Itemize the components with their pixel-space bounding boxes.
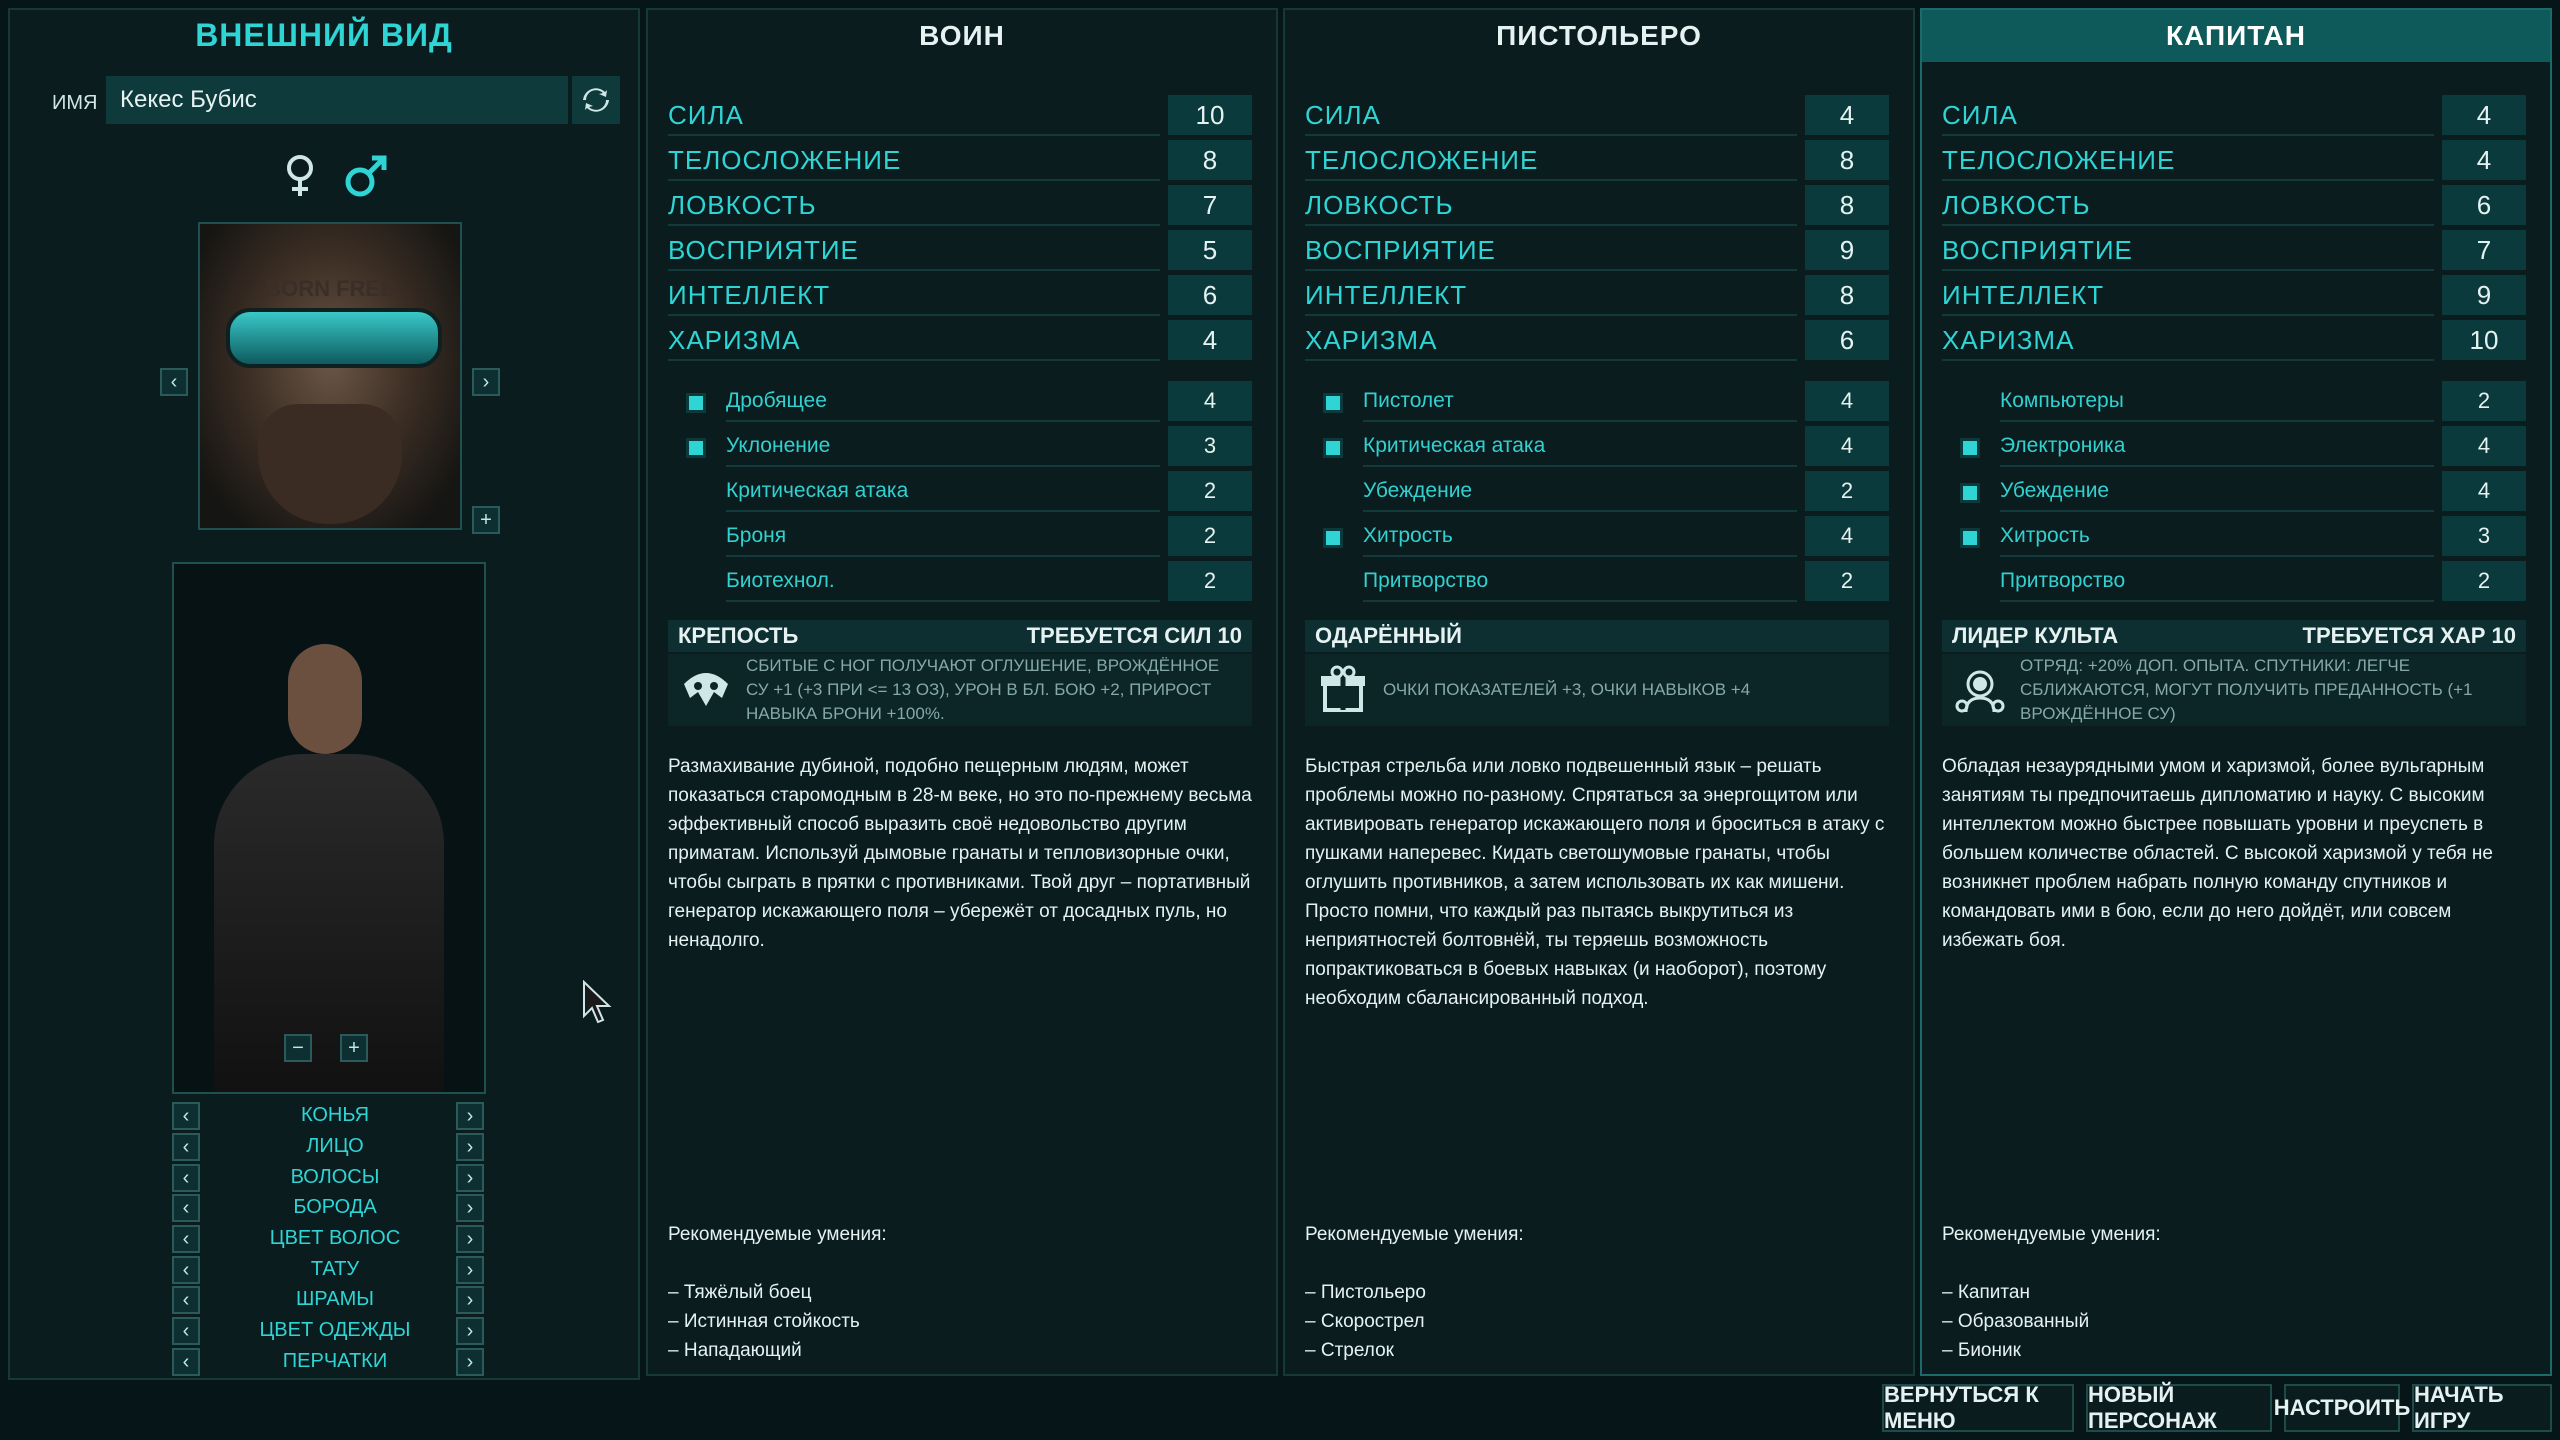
- goggles: [226, 308, 442, 368]
- tagged-skill-icon: [1960, 438, 1980, 458]
- row-divider: [2000, 510, 2434, 512]
- row-divider: [1942, 179, 2434, 181]
- option-row: [10, 1315, 638, 1345]
- row-divider: [726, 600, 1160, 602]
- zoom-in-button[interactable]: +: [340, 1034, 368, 1062]
- skill-value: 4: [2442, 426, 2526, 466]
- skill-name: Электроника: [2000, 434, 2126, 457]
- attribute-row: [1942, 141, 2526, 179]
- class-card[interactable]: [1920, 8, 2552, 1376]
- skill-value: 2: [1168, 471, 1252, 511]
- row-divider: [726, 465, 1160, 467]
- class-description: Обладая незаурядными умом и харизмой, более вульгарным занятиям ты предпочитаешь дипломатию и науку. С высоким интеллектом можно быстрее повышать уровни и преуспеть в большем количестве областей. С высокой харизмой у тебя не возникнет проблем набрать полную команду спутников и командовать ими в бою, если до него дойдёт, или совсем избежать боя.: [1942, 756, 2493, 951]
- perk-box: [668, 654, 1252, 726]
- portrait-add-button[interactable]: +: [472, 506, 500, 534]
- row-divider: [1305, 134, 1797, 136]
- tagged-skill-icon: [1323, 438, 1343, 458]
- attribute-value: 4: [2442, 140, 2526, 180]
- option-next-button[interactable]: ›: [456, 1194, 484, 1222]
- skill-row: [668, 472, 1252, 510]
- attribute-value: 8: [1805, 185, 1889, 225]
- option-prev-button[interactable]: ‹: [172, 1286, 200, 1314]
- skill-name: Убеждение: [2000, 479, 2110, 502]
- cursor-icon: [582, 980, 612, 1024]
- row-divider: [1363, 510, 1797, 512]
- attribute-name: ЛОВКОСТЬ: [1942, 189, 2091, 220]
- row-divider: [1942, 359, 2434, 361]
- refresh-icon: [578, 82, 614, 118]
- row-divider: [1942, 269, 2434, 271]
- option-prev-button[interactable]: ‹: [172, 1225, 200, 1253]
- attribute-value: 6: [2442, 185, 2526, 225]
- tagged-skill-icon: [1323, 393, 1343, 413]
- row-divider: [726, 420, 1160, 422]
- attribute-name: СИЛА: [1942, 99, 2018, 130]
- attribute-value: 9: [2442, 275, 2526, 315]
- attribute-name: ВОСПРИЯТИЕ: [668, 234, 859, 265]
- skill-value: 4: [1805, 381, 1889, 421]
- skill-row: [1305, 472, 1889, 510]
- class-card[interactable]: [1283, 8, 1915, 1376]
- attribute-value: 8: [1805, 140, 1889, 180]
- appearance-panel: [8, 8, 640, 1380]
- fortress-icon: [678, 662, 734, 718]
- skill-row: [668, 427, 1252, 465]
- skill-row: [1942, 382, 2526, 420]
- attribute-value: 6: [1805, 320, 1889, 360]
- skill-value: 3: [2442, 516, 2526, 556]
- face-portrait: [198, 222, 462, 530]
- skill-row: [1305, 517, 1889, 555]
- name-value: Кекес Бубис: [120, 86, 257, 113]
- row-divider: [1363, 600, 1797, 602]
- skill-name: Дробящее: [726, 389, 827, 412]
- option-label: БОРОДА: [293, 1196, 377, 1218]
- attribute-value: 8: [1805, 275, 1889, 315]
- class-title: ВОИН: [919, 20, 1005, 51]
- name-label: ИМЯ: [52, 92, 98, 114]
- skill-name: Критическая атака: [726, 479, 909, 502]
- option-row: [10, 1162, 638, 1192]
- option-prev-button[interactable]: ‹: [172, 1133, 200, 1161]
- gift-icon: [1315, 662, 1371, 718]
- attribute-name: ЛОВКОСТЬ: [1305, 189, 1454, 220]
- recommended-skills: Рекомендуемые умения: – Капитан – Образованный – Бионик: [1942, 1224, 2161, 1361]
- skill-value: 4: [2442, 471, 2526, 511]
- customize-button[interactable]: НАСТРОИТЬ: [2284, 1384, 2400, 1432]
- option-prev-button[interactable]: ‹: [172, 1317, 200, 1345]
- perk-box: [1942, 654, 2526, 726]
- option-label: ТАТУ: [310, 1258, 360, 1280]
- skill-name: Броня: [726, 524, 787, 547]
- row-divider: [668, 134, 1160, 136]
- attribute-value: 4: [2442, 95, 2526, 135]
- female-gender-button[interactable]: [280, 152, 320, 200]
- leader-icon: [1952, 662, 2008, 718]
- perk-description: ОТРЯД: +20% ДОП. ОПЫТА. СПУТНИКИ: ЛЕГЧЕ СБЛИЖАЮТСЯ, МОГУТ ПОЛУЧИТЬ ПРЕДАННОСТЬ (+1 ВРОЖДЁННОЕ СУ): [2020, 656, 2473, 723]
- row-divider: [668, 224, 1160, 226]
- attribute-row: [1305, 141, 1889, 179]
- row-divider: [1363, 555, 1797, 557]
- option-row: [10, 1131, 638, 1161]
- perk-header: [1305, 620, 1889, 652]
- skill-name: Критическая атака: [1363, 434, 1546, 457]
- skill-row: [1305, 427, 1889, 465]
- skill-name: Хитрость: [2000, 524, 2090, 547]
- attribute-name: ИНТЕЛЛЕКТ: [668, 279, 831, 310]
- row-divider: [1305, 314, 1797, 316]
- skill-name: Компьютеры: [2000, 389, 2124, 412]
- skill-value: 2: [1805, 561, 1889, 601]
- perk-box: [1305, 654, 1889, 726]
- option-next-button[interactable]: ›: [456, 1133, 484, 1161]
- attribute-name: СИЛА: [668, 99, 744, 130]
- attribute-value: 4: [1805, 95, 1889, 135]
- skill-name: Биотехнол.: [726, 569, 835, 592]
- recommended-skills: Рекомендуемые умения: – Пистольеро – Скорострел – Стрелок: [1305, 1224, 1524, 1361]
- zoom-out-button[interactable]: −: [284, 1034, 312, 1062]
- attribute-name: ЛОВКОСТЬ: [668, 189, 817, 220]
- tagged-skill-icon: [1323, 528, 1343, 548]
- tagged-skill-icon: [1960, 528, 1980, 548]
- skill-row: [1305, 382, 1889, 420]
- attribute-name: ИНТЕЛЛЕКТ: [1942, 279, 2105, 310]
- row-divider: [726, 555, 1160, 557]
- skill-row: [1942, 472, 2526, 510]
- skill-row: [668, 382, 1252, 420]
- skill-value: 2: [2442, 381, 2526, 421]
- option-row: [10, 1100, 638, 1130]
- class-title: КАПИТАН: [1922, 10, 2550, 62]
- attribute-row: [668, 141, 1252, 179]
- skill-name: Хитрость: [1363, 524, 1453, 547]
- attribute-name: ИНТЕЛЛЕКТ: [1305, 279, 1468, 310]
- attribute-name: ХАРИЗМА: [668, 324, 801, 355]
- attribute-row: [1942, 276, 2526, 314]
- perk-header: [1942, 620, 2526, 652]
- tagged-skill-icon: [686, 393, 706, 413]
- option-next-button[interactable]: ›: [456, 1256, 484, 1284]
- class-description: Размахивание дубиной, подобно пещерным людям, может показаться старомодным в 28-м веке, но это по-прежнему весьма эффективный способ выразить своё недовольство другим приматам. Используй дымовые гранаты и тепловизорные очки, чтобы сыграть в прятки с противниками. Твой друг – портативный генератор искажающего поля – убережёт от досадных пуль, но ненадолго.: [668, 756, 1252, 951]
- skill-name: Притворство: [2000, 569, 2126, 592]
- randomize-name-button[interactable]: [572, 76, 620, 124]
- row-divider: [668, 269, 1160, 271]
- option-row: [10, 1284, 638, 1314]
- option-prev-button[interactable]: ‹: [172, 1102, 200, 1130]
- perk-description: СБИТЫЕ С НОГ ПОЛУЧАЮТ ОГЛУШЕНИЕ, ВРОЖДЁННОЕ СУ +1 (+3 ПРИ <= 13 ОЗ), УРОН В БЛ. БОЮ +2, ПРИРОСТ НАВЫКА БРОНИ +100%.: [746, 656, 1220, 723]
- perk-name: КРЕПОСТЬ: [678, 623, 799, 648]
- perk-requirement: ТРЕБУЕТСЯ СИЛ 10: [1026, 623, 1242, 648]
- option-row: [10, 1346, 638, 1376]
- row-divider: [1363, 420, 1797, 422]
- attribute-name: ВОСПРИЯТИЕ: [1942, 234, 2133, 265]
- character-model-view[interactable]: [172, 562, 486, 1094]
- recommended-skills: Рекомендуемые умения: – Тяжёлый боец – Истинная стойкость – Нападающий: [668, 1224, 887, 1361]
- attribute-value: 9: [1805, 230, 1889, 270]
- class-title: ПИСТОЛЬЕРО: [1496, 20, 1702, 51]
- skill-value: 2: [1168, 516, 1252, 556]
- attribute-name: ТЕЛОСЛОЖЕНИЕ: [1942, 144, 2176, 175]
- skill-value: 4: [1168, 381, 1252, 421]
- attribute-value: 10: [1168, 95, 1252, 135]
- male-icon: [342, 152, 390, 200]
- perk-name: ЛИДЕР КУЛЬТА: [1952, 623, 2119, 648]
- row-divider: [1305, 224, 1797, 226]
- attribute-name: ВОСПРИЯТИЕ: [1305, 234, 1496, 265]
- option-label: КОНЬЯ: [300, 1104, 370, 1126]
- skill-value: 4: [1805, 426, 1889, 466]
- row-divider: [2000, 420, 2434, 422]
- class-description: Быстрая стрельба или ловко подвешенный язык – решать проблемы можно по-разному. Спрятаться за энергощитом или активировать генератор искажающего поля и броситься в атаку с пушками наперевес. Кидать светошумовые гранаты, чтобы оглушить противников, а затем использовать их как мишени. Просто помни, что каждый раз пытаясь выкрутиться из неприятностей болтовнёй, ты теряешь возможность попрактиковаться в боевых навыках (и наоборот), поэтому необходим сбалансированный подход.: [1305, 756, 1885, 1009]
- perk-name: ОДАРЁННЫЙ: [1315, 623, 1462, 648]
- beard: [258, 404, 402, 524]
- attribute-name: ТЕЛОСЛОЖЕНИЕ: [1305, 144, 1539, 175]
- row-divider: [1305, 269, 1797, 271]
- attribute-value: 6: [1168, 275, 1252, 315]
- option-prev-button[interactable]: ‹: [172, 1164, 200, 1192]
- attribute-row: [668, 186, 1252, 224]
- attribute-name: СИЛА: [1305, 99, 1381, 130]
- row-divider: [668, 359, 1160, 361]
- row-divider: [668, 314, 1160, 316]
- option-next-button[interactable]: ›: [456, 1317, 484, 1345]
- option-prev-button[interactable]: ‹: [172, 1348, 200, 1376]
- skill-name: Уклонение: [726, 434, 831, 457]
- skill-value: 2: [1168, 561, 1252, 601]
- skill-name: Притворство: [1363, 569, 1489, 592]
- skill-name: Пистолет: [1363, 389, 1454, 412]
- row-divider: [1942, 134, 2434, 136]
- row-divider: [2000, 555, 2434, 557]
- portrait-next-button[interactable]: ›: [472, 368, 500, 396]
- portrait-prev-button[interactable]: ‹: [160, 368, 188, 396]
- option-next-button[interactable]: ›: [456, 1102, 484, 1130]
- appearance-title: ВНЕШНИЙ ВИД: [195, 16, 453, 53]
- option-next-button[interactable]: ›: [456, 1225, 484, 1253]
- attribute-row: [1305, 96, 1889, 134]
- skill-value: 3: [1168, 426, 1252, 466]
- row-divider: [1942, 314, 2434, 316]
- model-body: [214, 754, 444, 1092]
- skill-row: [1305, 562, 1889, 600]
- attribute-value: 10: [2442, 320, 2526, 360]
- tagged-skill-icon: [686, 438, 706, 458]
- portrait-tattoo: BORN FREE: [265, 276, 395, 301]
- row-divider: [1942, 224, 2434, 226]
- option-label: ЦВЕТ ОДЕЖДЫ: [259, 1319, 411, 1341]
- option-label: ШРАМЫ: [295, 1288, 375, 1310]
- attribute-row: [668, 96, 1252, 134]
- appearance-options: [10, 1100, 638, 1386]
- option-row: [10, 1223, 638, 1253]
- skill-row: [1942, 427, 2526, 465]
- attribute-name: ХАРИЗМА: [1942, 324, 2075, 355]
- attribute-row: [1942, 186, 2526, 224]
- row-divider: [726, 510, 1160, 512]
- attribute-row: [1305, 186, 1889, 224]
- skill-name: Убеждение: [1363, 479, 1473, 502]
- attribute-row: [668, 231, 1252, 269]
- attribute-value: 5: [1168, 230, 1252, 270]
- attribute-row: [668, 321, 1252, 359]
- row-divider: [1305, 179, 1797, 181]
- attribute-row: [1942, 321, 2526, 359]
- option-label: ЛИЦО: [306, 1135, 364, 1157]
- attribute-row: [1942, 231, 2526, 269]
- skill-row: [668, 562, 1252, 600]
- attribute-row: [1305, 276, 1889, 314]
- male-gender-button[interactable]: [342, 152, 390, 200]
- class-card[interactable]: [646, 8, 1278, 1376]
- skill-row: [1942, 562, 2526, 600]
- name-field[interactable]: [106, 76, 568, 124]
- attribute-row: [668, 276, 1252, 314]
- attribute-value: 7: [1168, 185, 1252, 225]
- option-next-button[interactable]: ›: [456, 1164, 484, 1192]
- skill-row: [1942, 517, 2526, 555]
- option-row: [10, 1254, 638, 1284]
- attribute-row: [1305, 321, 1889, 359]
- option-label: ЦВЕТ ВОЛОС: [269, 1227, 401, 1249]
- skill-value: 2: [1805, 471, 1889, 511]
- row-divider: [1305, 359, 1797, 361]
- option-prev-button[interactable]: ‹: [172, 1194, 200, 1222]
- female-icon: [280, 152, 320, 200]
- perk-description: ОЧКИ ПОКАЗАТЕЛЕЙ +3, ОЧКИ НАВЫКОВ +4: [1383, 680, 1751, 699]
- tagged-skill-icon: [1960, 483, 1980, 503]
- skill-row: [668, 517, 1252, 555]
- option-label: ПЕРЧАТКИ: [282, 1350, 388, 1372]
- option-next-button[interactable]: ›: [456, 1286, 484, 1314]
- attribute-name: ХАРИЗМА: [1305, 324, 1438, 355]
- new-character-button[interactable]: НОВЫЙ ПЕРСОНАЖ: [2086, 1384, 2272, 1432]
- attribute-name: ТЕЛОСЛОЖЕНИЕ: [668, 144, 902, 175]
- row-divider: [668, 179, 1160, 181]
- attribute-row: [1305, 231, 1889, 269]
- perk-header: [668, 620, 1252, 652]
- skill-value: 4: [1805, 516, 1889, 556]
- option-prev-button[interactable]: ‹: [172, 1256, 200, 1284]
- option-label: ВОЛОСЫ: [290, 1166, 380, 1188]
- model-head: [288, 644, 362, 754]
- attribute-value: 7: [2442, 230, 2526, 270]
- row-divider: [2000, 600, 2434, 602]
- skill-value: 2: [2442, 561, 2526, 601]
- attribute-value: 8: [1168, 140, 1252, 180]
- start-game-button[interactable]: НАЧАТЬ ИГРУ: [2412, 1384, 2552, 1432]
- perk-requirement: ТРЕБУЕТСЯ ХАР 10: [2302, 623, 2516, 648]
- row-divider: [1363, 465, 1797, 467]
- attribute-value: 4: [1168, 320, 1252, 360]
- attribute-row: [1942, 96, 2526, 134]
- option-next-button[interactable]: ›: [456, 1348, 484, 1376]
- back-to-menu-button[interactable]: ВЕРНУТЬСЯ К МЕНЮ: [1882, 1384, 2074, 1432]
- option-row: [10, 1192, 638, 1222]
- row-divider: [2000, 465, 2434, 467]
